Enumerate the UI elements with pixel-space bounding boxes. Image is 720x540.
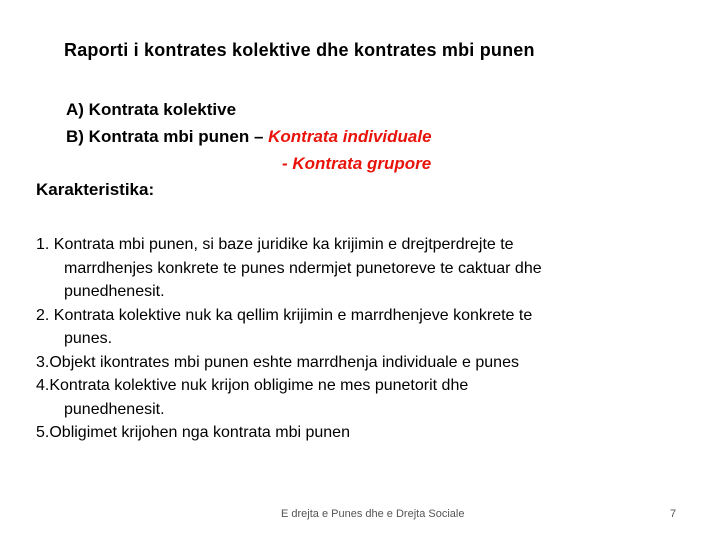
list-item-continuation: punes. [64, 330, 113, 347]
slide-title: Raporti i kontrates kolektive dhe kontrates mbi punen [64, 40, 535, 60]
page-number: 7 [670, 508, 677, 520]
list-item-text: 1. Kontrata mbi punen, si baze juridike ka krijimin e drejtperdrejte te [36, 236, 514, 253]
list-item-text: 5.Obligimet krijohen nga kontrata mbi punen [36, 424, 350, 441]
characteristics-heading: Karakteristika: [36, 180, 155, 199]
list-item [36, 233, 686, 304]
characteristics-list [36, 233, 686, 445]
list-item-continuation: marrdhenjes konkrete te punes ndermjet punetoreve te caktuar dhe [64, 259, 542, 277]
list-item-text: 4.Kontrata kolektive nuk krijon obligime ne mes punetorit dhe [36, 377, 469, 394]
list-item [36, 421, 686, 445]
contract-type-individual: Kontrata individuale [268, 127, 432, 146]
list-item-continuation: punedhenesit. [64, 283, 165, 300]
contract-type-group: - Kontrata grupore [282, 154, 432, 173]
section-b [66, 127, 432, 147]
list-item [36, 374, 686, 421]
list-item-text: 2. Kontrata kolektive nuk ka qellim krijimin e marrdhenjeve konkrete te [36, 306, 533, 324]
list-item-text: 3.Objekt ikontrates mbi punen eshte marrdhenja individuale e punes [36, 353, 519, 371]
list-item-continuation: punedhenesit. [64, 400, 165, 418]
section-a: A) Kontrata kolektive [66, 100, 237, 119]
list-item [36, 304, 686, 351]
list-item [36, 351, 686, 375]
footer-course-name: E drejta e Punes dhe e Drejta Sociale [281, 508, 465, 520]
section-b-label: B) Kontrata mbi punen – [66, 127, 264, 146]
